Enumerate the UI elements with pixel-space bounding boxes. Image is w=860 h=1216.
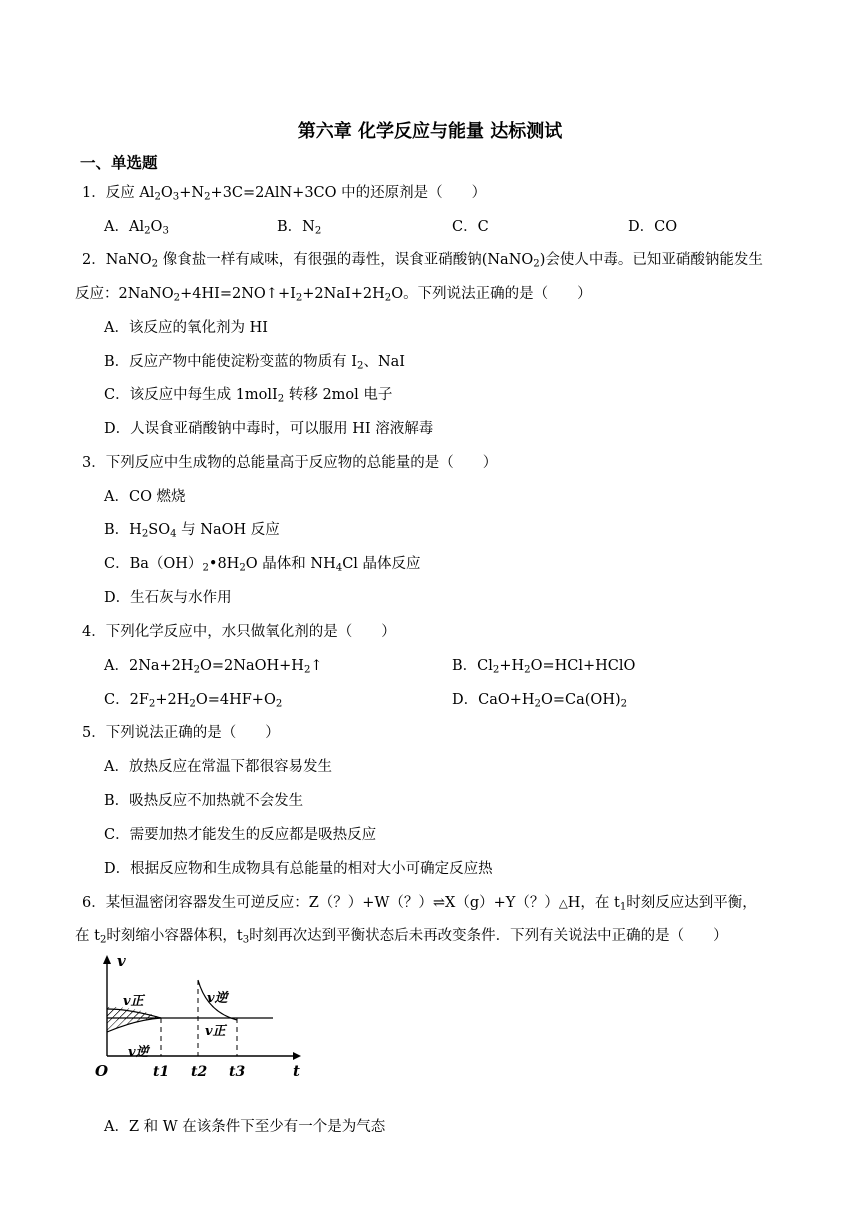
q2-option-c: C．该反应中每生成 1molI$_2$ 转移 2mol 电子 — [104, 387, 393, 405]
v-forward-label-2: v正 — [205, 1024, 226, 1039]
q1-option-c: C．C — [452, 219, 489, 235]
q5-option-c: C．需要加热才能发生的反应都是吸热反应 — [104, 827, 377, 843]
question-3-stem: 3．下列反应中生成物的总能量高于反应物的总能量的是（ ） — [82, 455, 498, 471]
q1-option-a: A．$Al_2O_3$ — [104, 219, 169, 237]
velocity-time-graph — [95, 950, 305, 1080]
q3-option-b: B．$H_2SO_4$ 与 NaOH 反应 — [104, 522, 280, 540]
q1-option-b: B．$N_2$ — [277, 219, 322, 237]
question-2-stem-line1: 2．NaNO$_2$ 像食盐一样有咸味，有很强的毒性，误食亚硝酸钠(NaNO$_2$)会使人中毒。已知亚硝酸钠能发生 — [82, 252, 763, 270]
q3-option-c: C．$Ba(OH)_2•8H_2O$ 晶体和 $NH_4Cl$ 晶体反应 — [104, 556, 421, 574]
y-axis-arrow — [103, 955, 111, 964]
q6-option-a: A．Z 和 W 在该条件下至少有一个是为气态 — [104, 1119, 386, 1135]
q3-option-d: D．生石灰与水作用 — [104, 590, 232, 606]
x-axis-arrow — [293, 1052, 301, 1060]
tick-t2: t2 — [191, 1064, 208, 1080]
q5-option-b: B．吸热反应不加热就不会发生 — [104, 793, 304, 809]
q5-option-d: D．根据反应物和生成物具有总能量的相对大小可确定反应热 — [104, 861, 493, 877]
q1-option-d: D．CO — [628, 219, 678, 235]
q2-option-a: A．该反应的氧化剂为 HI — [104, 320, 268, 336]
tick-t3: t3 — [229, 1064, 246, 1080]
q4-option-b: B．$Cl_2+H_2O=HCl+HClO$ — [452, 658, 636, 676]
hatched-region — [107, 1009, 161, 1032]
y-axis-label: v — [117, 952, 126, 970]
q4-option-c: C．$2F_2+2H_2O=4HF+O_2$ — [104, 692, 283, 710]
q5-option-a: A．放热反应在常温下都很容易发生 — [104, 759, 332, 775]
page-title: 第六章 化学反应与能量 达标测试 — [297, 121, 563, 142]
question-6-stem-line1: 6．某恒温密闭容器发生可逆反应：Z（？）+W（？）⇌X（g）+Y（？）△H，在 $t_1$时刻反应达到平衡， — [82, 895, 757, 913]
q4-option-a: A．$2Na+2H_2O=2NaOH+H_2↑$ — [104, 658, 323, 676]
section-heading: 一、单选题 — [80, 154, 158, 172]
question-5-stem: 5．下列说法正确的是（ ） — [82, 725, 280, 741]
question-1-stem: 1．反应 $Al_2O_3+N_2+3C=2AlN+3CO$ 中的还原剂是（ ） — [82, 185, 487, 203]
origin-label: O — [95, 1062, 109, 1080]
v-forward-label-1: v正 — [123, 994, 144, 1009]
x-axis-label: t — [293, 1062, 300, 1080]
question-4-stem: 4．下列化学反应中，水只做氧化剂的是（ ） — [82, 624, 396, 640]
v-reverse-label-2: v逆 — [207, 991, 228, 1006]
q2-option-b: B．反应产物中能使淀粉变蓝的物质有 $I_2$、NaI — [104, 354, 406, 372]
q4-option-d: D．$CaO+H_2O=Ca(OH)_2$ — [452, 692, 628, 710]
q3-option-a: A．CO 燃烧 — [104, 489, 186, 505]
tick-t1: t1 — [153, 1064, 170, 1080]
q2-option-d: D．人误食亚硝酸钠中毒时，可以服用 HI 溶液解毒 — [104, 421, 434, 437]
question-6-stem-line2: 在 $t_2$时刻缩小容器体积，$t_3$时刻再次达到平衡状态后未再改变条件．下列有关说法中正确的是（ ） — [75, 928, 728, 946]
v-reverse-label-1: v逆 — [128, 1045, 149, 1060]
question-2-stem-line2: 反应：$2NaNO_2+4HI=2NO↑+I_2+2NaI+2H_2O$。下列说法正确的是（ ） — [75, 286, 592, 304]
